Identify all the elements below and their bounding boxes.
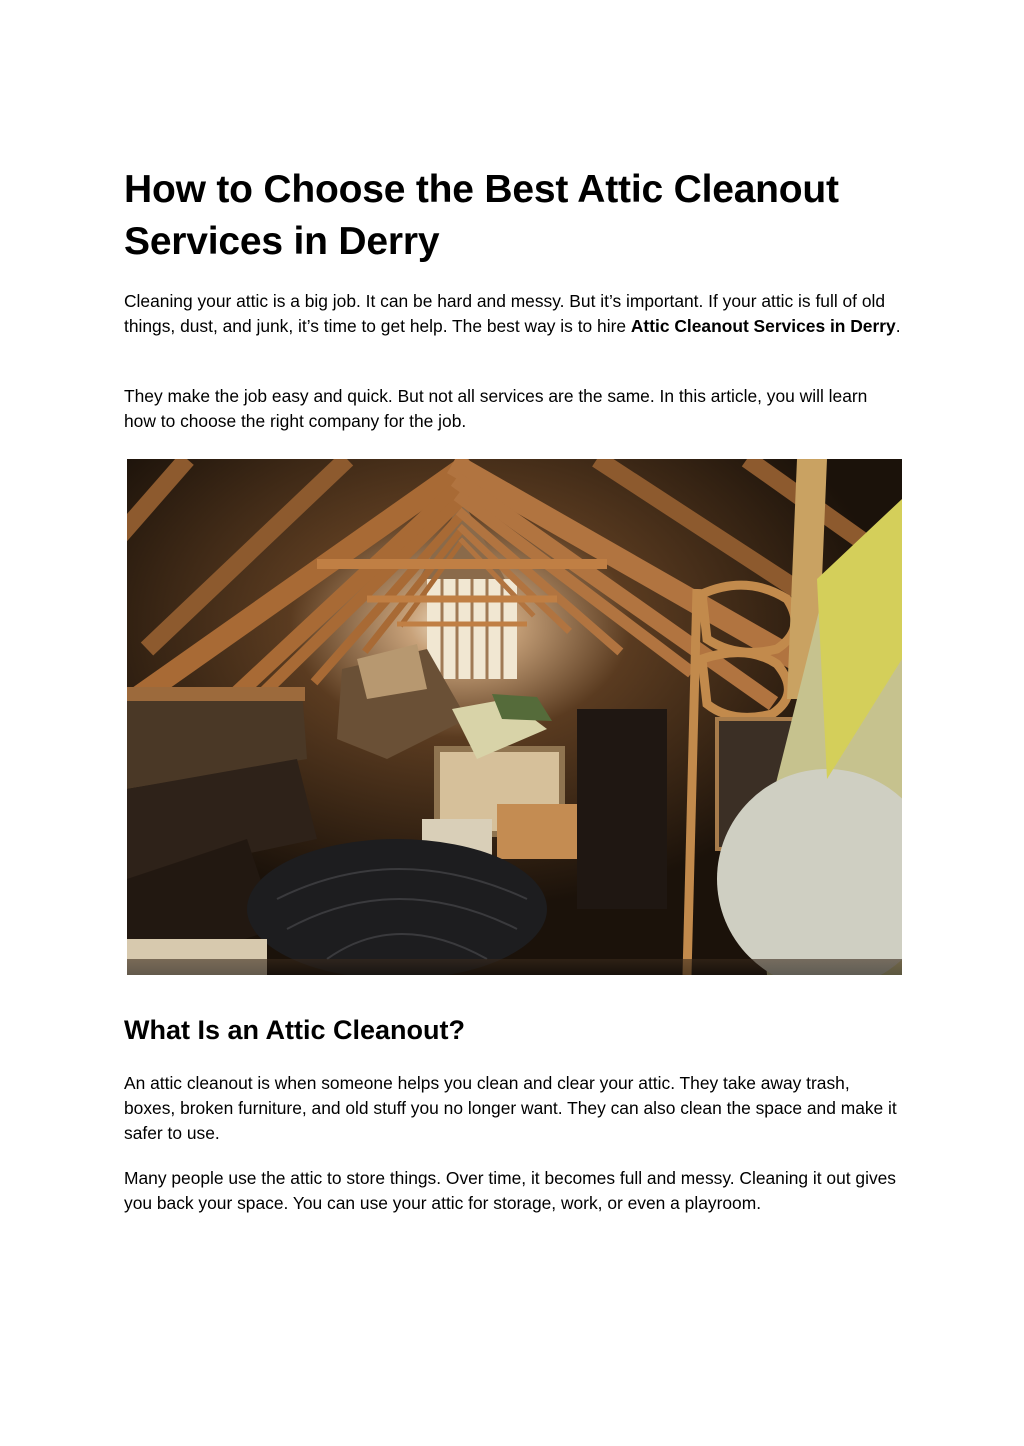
attic-photo-illustration [127,459,902,975]
intro-end-text: . [895,316,901,336]
section-paragraph: An attic cleanout is when someone helps you clean and clear your attic. They take away trash, boxes, broken furniture, and old stuff you no longer want. They can also clean the space and make it safer to use. [124,1073,897,1143]
intro-paragraph [124,289,904,339]
attic-photo [127,459,902,975]
body-paragraph: They make the job easy and quick. But not all services are the same. In this article, you will learn how to choose the right company for the job. [124,386,868,431]
intro-bold-text: Attic Cleanout Services in Derry [630,316,896,336]
intro-text: Cleaning your attic is a big job. It can be hard and messy. But it’s important. If your attic is full of old things, dust, and junk, it’s time to get help. The best way is to hire [124,291,886,336]
section-heading: What Is an Attic Cleanout? [124,1015,466,1045]
section-paragraph: Many people use the attic to store things. Over time, it becomes full and messy. Cleaning it out gives you back your space. You can use your attic for storage, work, or even a playroom. [124,1168,897,1213]
article-title: How to Choose the Best Attic Cleanout Services in Derry [124,168,839,263]
